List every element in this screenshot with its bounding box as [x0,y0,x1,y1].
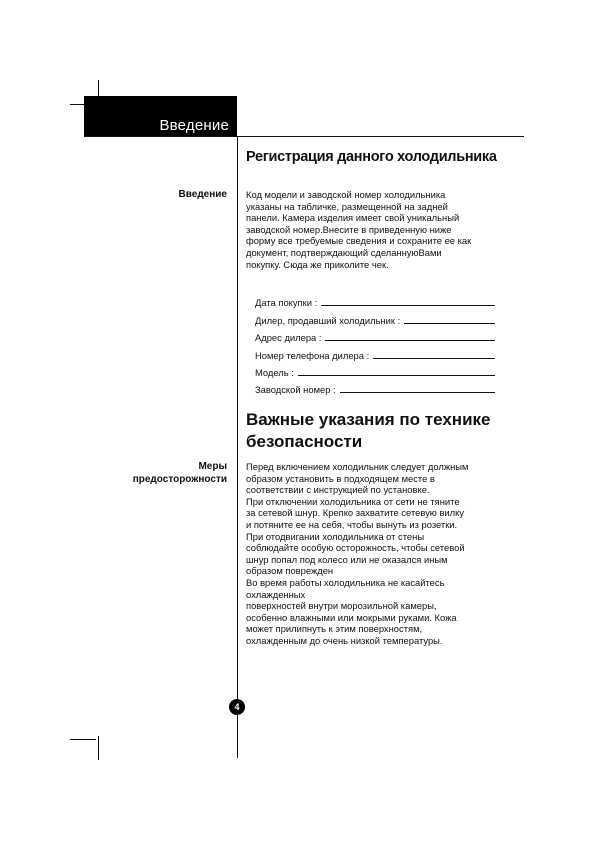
form-row-dealer [255,308,495,325]
safety-side-label-line2: предосторожности [132,474,227,485]
form-label-model: Модель : [255,366,294,378]
form-line-purchase-date[interactable] [321,305,495,306]
form-label-dealer-address: Адрес дилера : [255,332,322,344]
form-line-dealer-address[interactable] [325,340,495,341]
form-line-dealer[interactable] [404,323,495,324]
header-rule [84,136,524,137]
page-number-badge: 4 [229,699,245,715]
form-label-serial: Заводской номер : [255,384,336,396]
form-row-serial [255,378,495,395]
crop-mark-bottom-horizontal [70,739,96,740]
form-row-dealer-address [255,326,495,343]
form-label-dealer-phone: Номер телефона дилера : [255,349,370,361]
form-line-model[interactable] [298,375,495,376]
safety-side-label [133,460,227,486]
safety-text: Перед включением холодильник следует должным образом установить в подходящем месте в соответствии с инструкцией по установке. При отключении холодильника от сети не тяните за сетевой шнур. Крепко захватите сетевую вилку и потяните ее на себя, чтобы вынуть из розетки. При отодвигании холодильника от стены соблюдайте особую осторожность, чтобы сетевой шнур попал под колесо или не оказался иным образом поврежден Во время работы холодильника не касайтесь охлажденных поверхностей внутри морозильной камеры, особенно влажными или мокрыми руками. Кожа может прилипнуть к этим поверхностям, охлажденным до очень низкой температуры. [246,461,469,646]
form-row-model [255,361,495,378]
column-divider [237,136,238,758]
registration-text: Код модели и заводской номер холодильника указаны на табличке, размещенной на задней панели. Камера изделия имеет свой уникальный заводской номер.Внесите в приведенную ниже форму все требуемые сведения и сохраните ее как документ, подтверждающий сделаннуюВами покупку. Сюда же приколите чек. [246,189,472,270]
form-label-purchase-date: Дата покупки : [255,297,318,309]
registration-side-label: Введение [178,189,227,200]
form-line-serial[interactable] [340,392,495,393]
registration-form [255,291,495,395]
form-label-dealer: Дилер, продавший холодильник : [255,314,401,326]
section-header-bar [84,96,237,136]
form-row-purchase-date [255,291,495,308]
form-row-dealer-phone [255,343,495,360]
section-header-title: Введение [159,117,229,134]
registration-title: Регистрация данного холодильника [246,149,497,165]
crop-mark-bottom-vertical [98,736,99,760]
form-line-dealer-phone[interactable] [373,358,495,359]
safety-title: Важные указания по технике безопасности [246,410,491,451]
safety-side-label-line1: Меры [198,461,227,472]
